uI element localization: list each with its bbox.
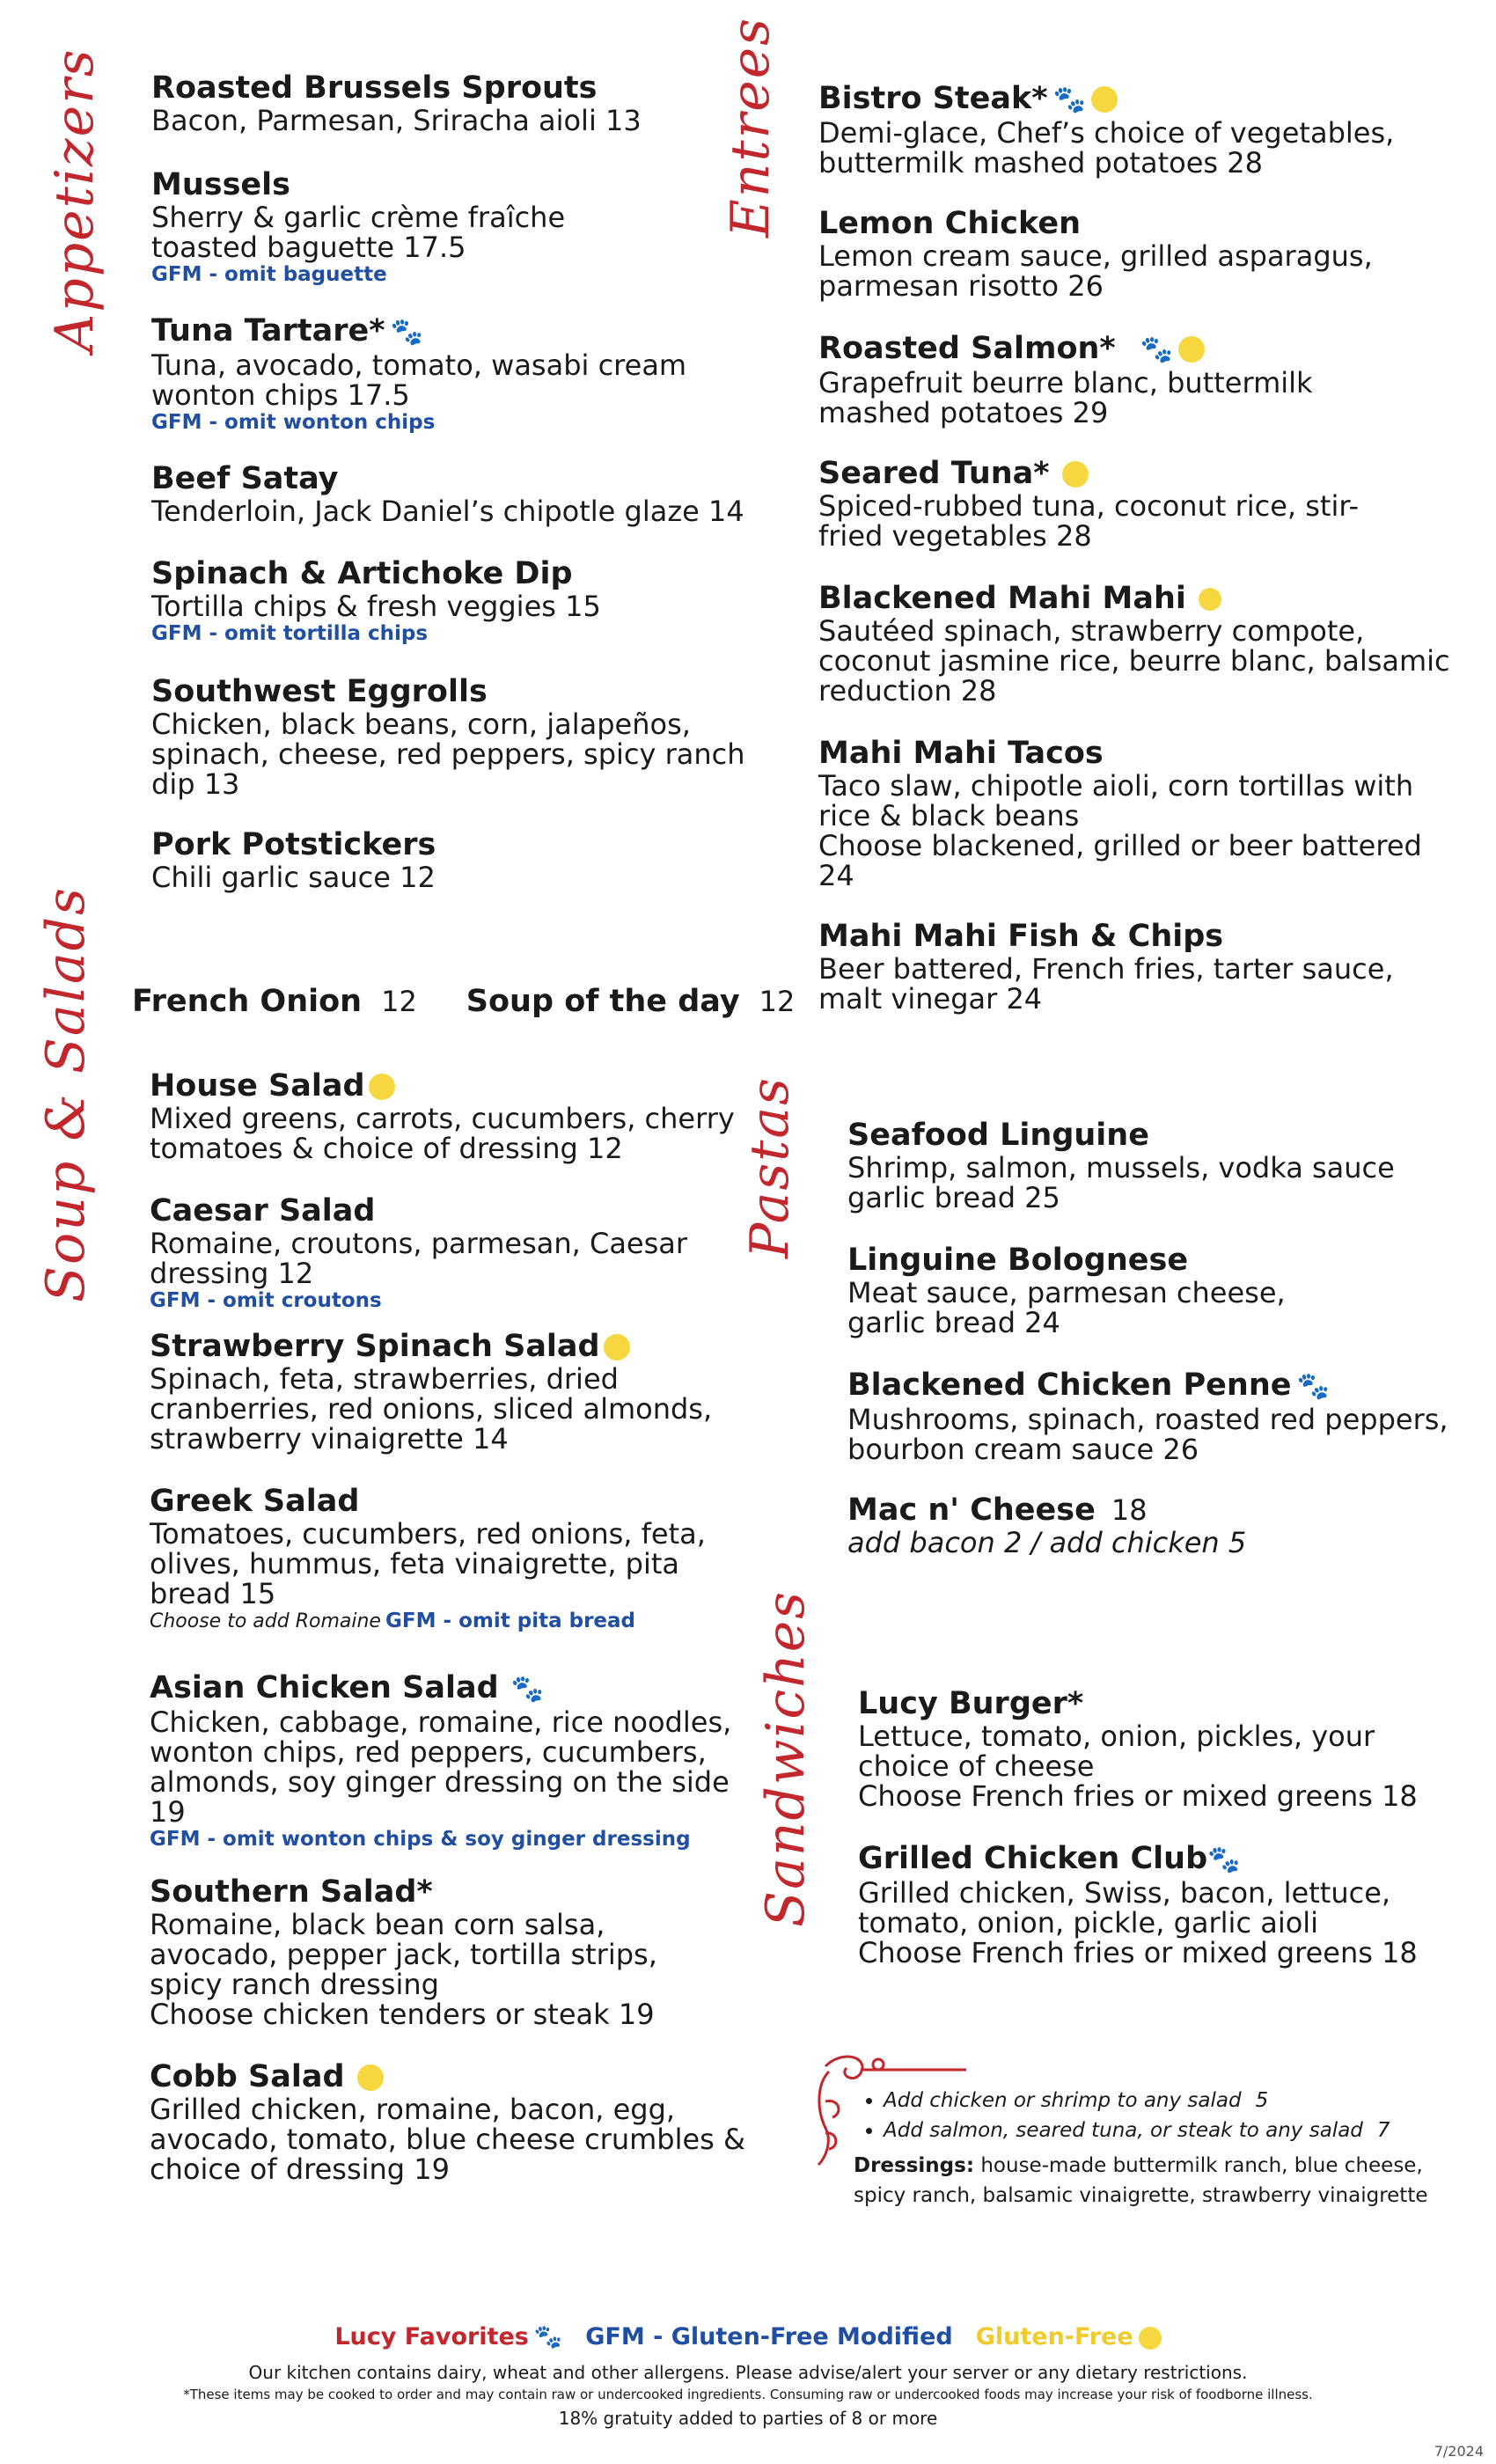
item-name: Seafood Linguine bbox=[847, 1118, 1149, 1153]
paw-icon: 🐾 bbox=[533, 2324, 563, 2350]
item-description: Spinach, feta, strawberries, dried cranberries, red onions, sliced almonds, strawberry vinaigrette 14 bbox=[150, 1362, 713, 1456]
item-name-text: Cobb Salad bbox=[150, 2059, 345, 2094]
item-name: Lucy Burger* bbox=[858, 1686, 1084, 1721]
soup-name: Soup of the day bbox=[466, 984, 740, 1019]
menu-item bbox=[818, 736, 1434, 891]
menu-item bbox=[151, 167, 609, 287]
item-name: Pork Potstickers bbox=[151, 827, 436, 862]
item-description: Mushrooms, spinach, roasted red peppers, bourbon cream sauce 26 bbox=[847, 1403, 1448, 1466]
dressings-list: house-made buttermilk ranch, blue cheese, spicy ranch, balsamic vinaigrette, strawberry vinaigrette bbox=[854, 2154, 1428, 2207]
sandwiches-heading: Sandwiches bbox=[755, 1589, 817, 1927]
item-name-text: Blackened Mahi Mahi bbox=[818, 581, 1186, 616]
soup-price: 12 bbox=[381, 985, 417, 1018]
item-name: Southern Salad* bbox=[150, 1874, 433, 1910]
dressings-text bbox=[854, 2151, 1434, 2211]
item-name: Lemon Chicken bbox=[818, 206, 1081, 241]
appetizers-heading: Appetizers bbox=[44, 48, 106, 352]
item-description: Lemon cream sauce, grilled asparagus, parmesan risotto 26 bbox=[818, 239, 1373, 303]
item-name: Mahi Mahi Fish & Chips bbox=[818, 919, 1224, 954]
item-name bbox=[150, 1329, 739, 1364]
dressings-label: Dressings: bbox=[854, 2154, 975, 2177]
item-name-text: Grilled Chicken Club bbox=[858, 1841, 1208, 1876]
legend-favorites: Lucy Favorites bbox=[334, 2323, 529, 2350]
item-name-text: Asian Chicken Salad bbox=[150, 1670, 499, 1705]
addon-text: Add chicken or shrimp to any salad bbox=[884, 2089, 1242, 2112]
menu-item bbox=[847, 1492, 1411, 1558]
item-description: Demi-glace, Chef’s choice of vegetables, buttermilk mashed potatoes 28 bbox=[818, 116, 1395, 180]
item-description: Grilled chicken, Swiss, bacon, lettuce, tomato, onion, pickle, garlic aioli bbox=[858, 1876, 1391, 1940]
item-name: Linguine Bolognese bbox=[847, 1243, 1189, 1278]
legend bbox=[0, 2323, 1496, 2350]
menu-item bbox=[818, 206, 1417, 301]
item-description: Taco slaw, chipotle aioli, corn tortillas with rice & black beans bbox=[818, 769, 1414, 832]
allergen-notice: Our kitchen contains dairy, wheat and other allergens. Please advise/alert your server or any dietary restrictions. bbox=[248, 2362, 1248, 2383]
menu-item bbox=[847, 1118, 1411, 1213]
addon-price: 5 bbox=[1255, 2089, 1269, 2112]
item-name-text: Roasted Salmon* bbox=[818, 331, 1116, 366]
addon-text: Add salmon, seared tuna, or steak to any salad bbox=[884, 2119, 1363, 2142]
menu-item bbox=[151, 674, 767, 799]
item-name bbox=[818, 331, 1364, 368]
menu-item bbox=[150, 1484, 713, 1633]
menu-item bbox=[150, 1874, 713, 2029]
item-name-text: Mac n' Cheese bbox=[847, 1492, 1096, 1528]
item-name bbox=[818, 456, 1417, 491]
menu-item bbox=[818, 331, 1364, 428]
menu-item bbox=[818, 456, 1417, 551]
item-description: Lettuce, tomato, onion, pickles, your choice of cheese bbox=[858, 1720, 1375, 1783]
menu-item bbox=[150, 1670, 757, 1852]
menu-item bbox=[151, 70, 767, 136]
item-option: Choose blackened, grilled or beer battered 24 bbox=[818, 829, 1422, 892]
menu-item bbox=[151, 556, 767, 646]
item-description: Spiced-rubbed tuna, coconut rice, stir-fried vegetables 28 bbox=[818, 489, 1360, 553]
item-description: Sautéed spinach, strawberry compote, coconut jasmine rice, beurre blanc, balsamic reduction 28 bbox=[818, 614, 1450, 708]
gluten-free-dot-icon bbox=[1091, 86, 1118, 113]
gfm-note: GFM - omit pita bread bbox=[385, 1610, 635, 1632]
item-description: Tuna, avocado, tomato, wasabi cream wonton chips 17.5 bbox=[151, 348, 687, 412]
item-name: Beef Satay bbox=[151, 461, 339, 496]
item-description: Shrimp, salmon, mussels, vodka sauce garlic bread 25 bbox=[847, 1151, 1395, 1214]
item-name bbox=[150, 2059, 766, 2094]
item-description: add bacon 2 / add chicken 5 bbox=[847, 1526, 1247, 1559]
item-name bbox=[818, 81, 1434, 118]
gluten-free-dot-icon bbox=[1139, 2327, 1162, 2350]
menu-date: 7/2024 bbox=[1434, 2443, 1484, 2460]
item-name bbox=[150, 1068, 757, 1104]
gluten-free-dot-icon bbox=[1062, 461, 1089, 488]
menu-item bbox=[818, 81, 1434, 178]
paw-icon: 🐾 bbox=[1207, 1844, 1241, 1875]
menu-item bbox=[858, 1686, 1421, 1811]
gfm-note: GFM - omit wonton chips & soy ginger dressing bbox=[150, 1828, 691, 1851]
item-name bbox=[858, 1841, 1456, 1878]
menu-item bbox=[847, 1368, 1463, 1464]
gluten-free-dot-icon bbox=[1178, 336, 1205, 363]
item-name: Mahi Mahi Tacos bbox=[818, 736, 1104, 771]
menu-item bbox=[150, 1068, 757, 1163]
item-description: Romaine, black bean corn salsa, avocado, pepper jack, tortilla strips, spicy ranch dressing bbox=[150, 1908, 657, 2001]
item-description: Grilled chicken, romaine, bacon, egg, avocado, tomato, blue cheese crumbles & choice of dressing 19 bbox=[150, 2093, 745, 2186]
paw-icon: 🐾 bbox=[510, 1674, 545, 1705]
menu-item bbox=[818, 919, 1417, 1014]
legend-gfm: GFM - Gluten-Free Modified bbox=[585, 2323, 953, 2350]
addon-item bbox=[884, 2086, 1434, 2116]
item-name bbox=[847, 1492, 1411, 1528]
menu-item bbox=[818, 581, 1461, 706]
item-description: Bacon, Parmesan, Sriracha aioli 13 bbox=[151, 104, 642, 137]
item-option: Choose French fries or mixed greens 18 bbox=[858, 1779, 1418, 1813]
menu-item bbox=[151, 313, 715, 435]
menu-item bbox=[150, 1193, 713, 1313]
item-name: Roasted Brussels Sprouts bbox=[151, 70, 598, 106]
gluten-free-dot-icon bbox=[604, 1334, 630, 1360]
item-name-text: House Salad bbox=[150, 1068, 365, 1104]
paw-icon: 🐾 bbox=[1140, 334, 1174, 365]
item-name: Caesar Salad bbox=[150, 1193, 376, 1228]
addons-list bbox=[854, 2086, 1434, 2145]
item-name-text: Tuna Tartare* bbox=[151, 313, 385, 348]
soup-salads-heading: Soup & Salads bbox=[35, 886, 97, 1302]
item-description: Tortilla chips & fresh veggies 15 bbox=[151, 590, 601, 623]
item-description: Chicken, black beans, corn, jalapeños, spinach, cheese, red peppers, spicy ranch dip 13 bbox=[151, 708, 745, 801]
gratuity-note: 18% gratuity added to parties of 8 or more bbox=[558, 2408, 938, 2429]
menu-item bbox=[151, 461, 785, 526]
item-name bbox=[151, 313, 715, 350]
paw-icon: 🐾 bbox=[390, 317, 423, 348]
item-name: Greek Salad bbox=[150, 1484, 360, 1519]
soup-name: French Onion bbox=[132, 984, 363, 1019]
item-description: Tenderloin, Jack Daniel’s chipotle glaze 14 bbox=[151, 495, 744, 528]
menu-item bbox=[847, 1243, 1340, 1338]
item-option: Choose French fries or mixed greens 18 bbox=[858, 1936, 1418, 1969]
gfm-note: GFM - omit baguette bbox=[151, 263, 387, 286]
item-name bbox=[847, 1368, 1463, 1404]
item-name bbox=[150, 1670, 757, 1707]
gluten-free-dot-icon bbox=[357, 2064, 384, 2091]
gfm-note: GFM - omit wonton chips bbox=[151, 411, 436, 434]
paw-icon: 🐾 bbox=[1296, 1371, 1330, 1402]
gfm-note: GFM - omit croutons bbox=[150, 1289, 382, 1312]
menu-item bbox=[858, 1841, 1456, 1968]
item-name: Mussels bbox=[151, 167, 290, 202]
soups-row bbox=[132, 984, 844, 1019]
item-description: Chili garlic sauce 12 bbox=[151, 861, 436, 894]
gfm-note: GFM - omit tortilla chips bbox=[151, 622, 429, 645]
item-name bbox=[818, 581, 1461, 616]
romaine-note: Choose to add Romaine bbox=[150, 1610, 381, 1632]
paw-icon: 🐾 bbox=[1052, 84, 1086, 115]
item-name-text: Blackened Chicken Penne bbox=[847, 1368, 1292, 1403]
addon-item bbox=[884, 2116, 1434, 2145]
soup-price: 12 bbox=[759, 985, 796, 1018]
item-name-text: Strawberry Spinach Salad bbox=[150, 1329, 600, 1364]
pastas-heading: Pastas bbox=[739, 1076, 801, 1258]
legend-gluten-free: Gluten-Free bbox=[975, 2323, 1133, 2350]
gluten-free-dot-icon bbox=[369, 1074, 395, 1100]
addons-box bbox=[854, 2086, 1434, 2211]
item-note bbox=[150, 1609, 713, 1633]
item-name-text: Seared Tuna* bbox=[818, 456, 1050, 491]
item-description: Mixed greens, carrots, cucumbers, cherry tomatoes & choice of dressing 12 bbox=[150, 1102, 735, 1165]
item-name: Southwest Eggrolls bbox=[151, 674, 488, 709]
item-description: Chicken, cabbage, romaine, rice noodles, wonton chips, red peppers, cucumbers, almonds, soy ginger dressing on the side 19 bbox=[150, 1705, 732, 1829]
item-price: 18 bbox=[1111, 1493, 1148, 1527]
item-name-text: Bistro Steak* bbox=[818, 81, 1048, 116]
item-description: Tomatoes, cucumbers, red onions, feta, olives, hummus, feta vinaigrette, pita bread 15 bbox=[150, 1517, 706, 1610]
item-description: Sherry & garlic crème fraîche toasted baguette 17.5 bbox=[151, 201, 566, 264]
item-description: Romaine, croutons, parmesan, Caesar dressing 12 bbox=[150, 1227, 688, 1290]
item-description: Grapefruit beurre blanc, buttermilk mashed potatoes 29 bbox=[818, 366, 1313, 429]
item-description: Beer battered, French fries, tarter sauce, malt vinegar 24 bbox=[818, 952, 1394, 1016]
raw-food-warning: *These items may be cooked to order and may contain raw or undercooked ingredients. Consuming raw or undercooked foods may increase your risk of foodborne illness. bbox=[183, 2387, 1313, 2402]
menu-item bbox=[151, 827, 767, 892]
gluten-free-dot-icon bbox=[1199, 588, 1221, 611]
item-description: Meat sauce, parmesan cheese, garlic bread 24 bbox=[847, 1276, 1286, 1339]
addon-price: 7 bbox=[1376, 2119, 1390, 2142]
item-option: Choose chicken tenders or steak 19 bbox=[150, 1998, 655, 2031]
menu-item bbox=[150, 1329, 739, 1454]
item-name: Spinach & Artichoke Dip bbox=[151, 556, 573, 591]
entrees-heading: Entrees bbox=[720, 16, 781, 238]
menu-item bbox=[150, 2059, 766, 2184]
